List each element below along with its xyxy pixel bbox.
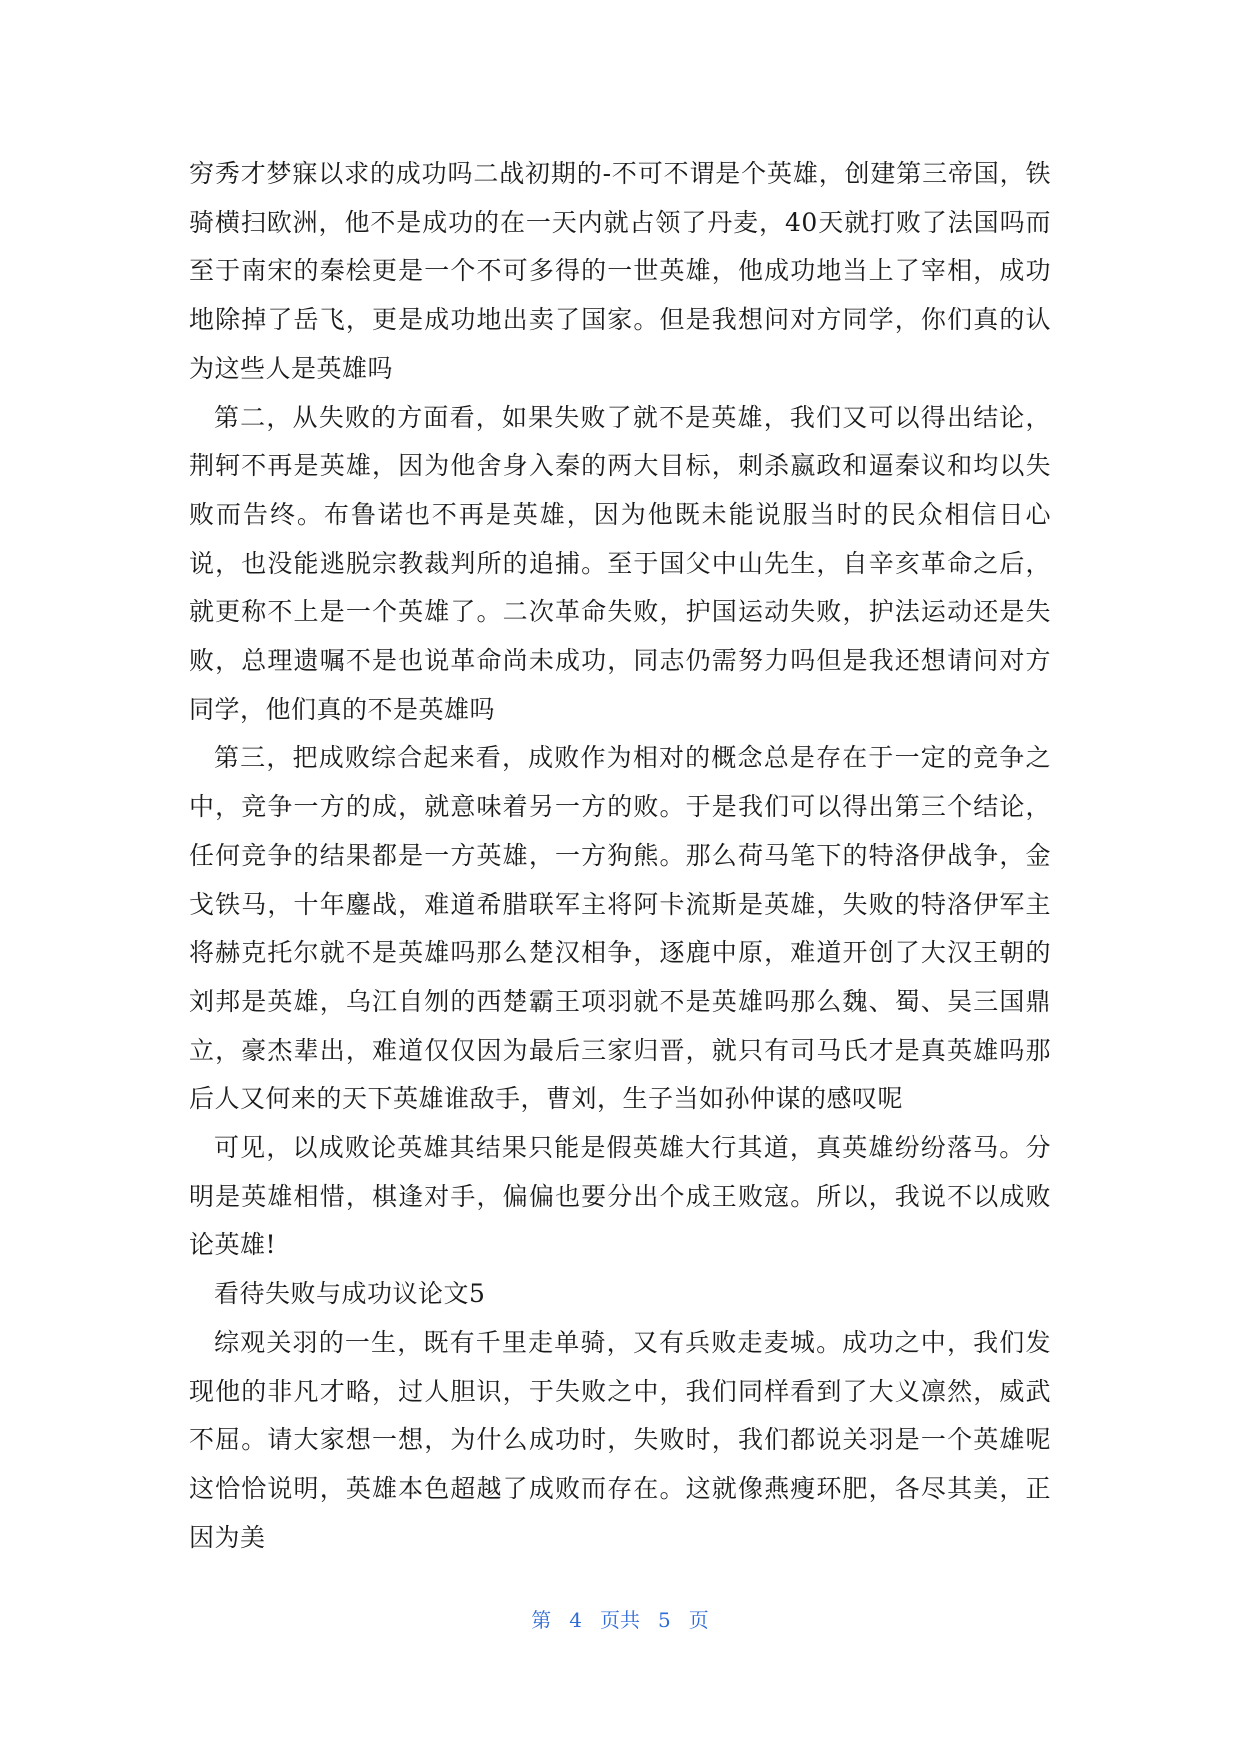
paragraph-essay-5: 综观关羽的一生，既有千里走单骑，又有兵败走麦城。成功之中，我们发现他的非凡才略，过人胆识，于失败之中，我们同样看到了大义凛然，威武不屈。请大家想一想，为什么成功时，失败时，我们都说关羽是一个英雄呢这恰恰说明，英雄本色超越了成败而存在。这就像燕瘦环肥，各尽其美，正因为美 bbox=[189, 1327, 1051, 1552]
footer-current-page: 4 bbox=[569, 1608, 582, 1632]
section-heading: 看待失败与成功议论文5 bbox=[214, 1279, 486, 1309]
footer-label-of: 页共 bbox=[600, 1608, 640, 1632]
paragraph-continuation: 穷秀才梦寐以求的成功吗二战初期的-不可不谓是个英雄，创建第三帝国，铁骑横扫欧洲，他不是成功的在一天内就占领了丹麦，40天就打败了法国吗而至于南宋的秦桧更是一个不可多得的一世英雄，他成功地当上了宰相，成功地除掉了岳飞，更是成功地出卖了国家。但是我想问对方同学，你们真的认为这些人是英雄吗 bbox=[189, 159, 1051, 383]
footer-total-pages: 5 bbox=[658, 1608, 671, 1632]
page-footer bbox=[0, 1608, 1240, 1632]
paragraph-conclusion: 可见，以成败论英雄其结果只能是假英雄大行其道，真英雄纷纷落马。分明是英雄相惜，棋逢对手，偏偏也要分出个成王败寇。所以，我说不以成败论英雄! bbox=[189, 1133, 1051, 1260]
footer-label-page: 第 bbox=[531, 1608, 552, 1632]
document-body bbox=[189, 150, 1051, 1562]
paragraph-third-point: 第三，把成败综合起来看，成败作为相对的概念总是存在于一定的竞争之中，竞争一方的成，就意味着另一方的败。于是我们可以得出第三个结论，任何竞争的结果都是一方英雄，一方狗熊。那么荷马笔下的特洛伊战争，金戈铁马，十年鏖战，难道希腊联军主将阿卡流斯是英雄，失败的特洛伊军主将赫克托尔就不是英雄吗那么楚汉相争，逐鹿中原，难道开创了大汉王朝的刘邦是英雄，乌江自刎的西楚霸王项羽就不是英雄吗那么魏、蜀、吴三国鼎立，豪杰辈出，难道仅仅因为最后三家归晋，就只有司马氏才是真英雄吗那后人又何来的天下英雄谁敌手，曹刘，生子当如孙仲谋的感叹呢 bbox=[189, 743, 1051, 1114]
paragraph-second-point: 第二，从失败的方面看，如果失败了就不是英雄，我们又可以得出结论，荆轲不再是英雄，因为他舍身入秦的两大目标，刺杀嬴政和逼秦议和均以失败而告终。布鲁诺也不再是英雄，因为他既未能说服当时的民众相信日心说，也没能逃脱宗教裁判所的追捕。至于国父中山先生，自辛亥革命之后，就更称不上是一个英雄了。二次革命失败，护国运动失败，护法运动还是失败，总理遗嘱不是也说革命尚未成功，同志仍需努力吗但是我还想请问对方同学，他们真的不是英雄吗 bbox=[189, 402, 1051, 724]
footer-label-end: 页 bbox=[688, 1608, 709, 1632]
